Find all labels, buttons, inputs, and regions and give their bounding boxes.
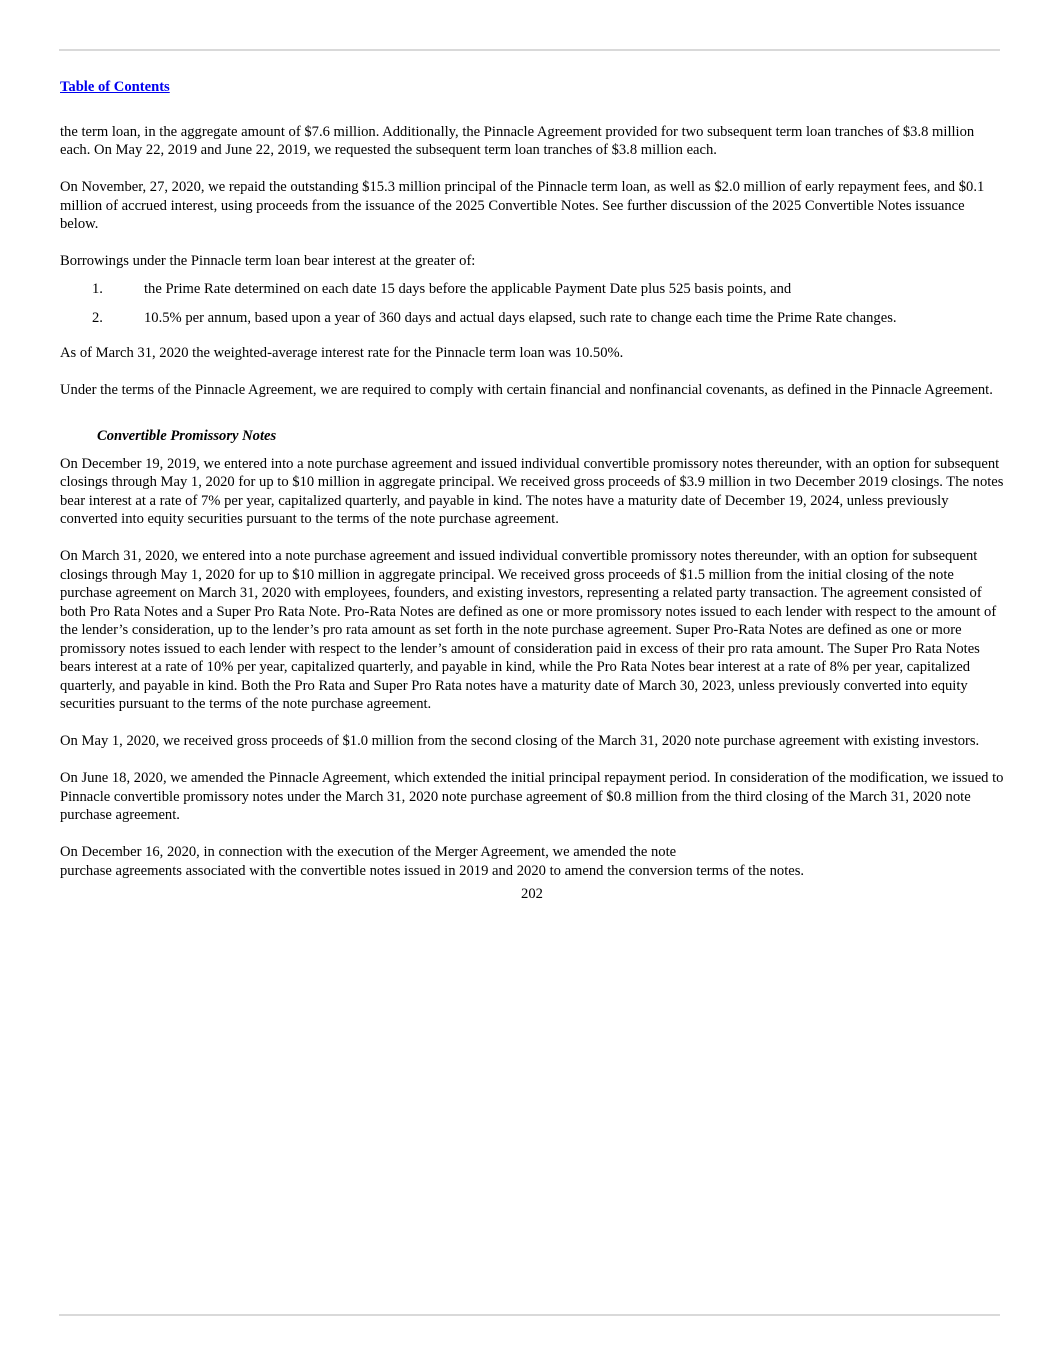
list-item — [60, 280, 1004, 299]
paragraph-march-2020: On March 31, 2020, we entered into a note purchase agreement and issued individual convertible promissory notes thereunder, with an option for subsequent closings through May 1, 2020 for up to $10 million in aggregate principal. We received gross proceeds of $1.5 million from the initial closing of the note purchase agreement on March 31, 2020 with employees, founders, and existing investors, representing a related party transaction. The agreement consisted of both Pro Rata Notes and a Super Pro Rata Note. Pro-Rata Notes are defined as one or more promissory notes issued to each lender with respect to the amount of the lender’s consideration, up to the lender’s pro rata amount as set forth in the note purchase agreement. Super Pro-Rata Notes are defined as one or more promissory notes issued to each lender with respect to the lender’s amount of consideration paid in excess of their pro rata amount. The Super Pro Rata Notes bears interest at a rate of 10% per year, capitalized quarterly, and payable in kind, while the Pro Rata Notes bear interest at a rate of 8% per year, capitalized quarterly, and payable in kind. Both the Pro Rata and Super Pro Rata notes have a maturity date of March 30, 2023, unless previously converted into equity securities pursuant to the terms of the note purchase agreement. — [60, 548, 997, 712]
list-item-number: 2. — [92, 310, 103, 326]
paragraph-interest-intro: Borrowings under the Pinnacle term loan bear interest at the greater of: — [60, 253, 476, 269]
paragraph-line: purchase agreements associated with the convertible notes issued in 2019 and 2020 to amend the conversion terms of the notes. — [60, 862, 805, 879]
paragraph-line: On December 16, 2020, in connection with the execution of the Merger Agreement, we amended the note — [60, 844, 677, 860]
table-of-contents-link[interactable]: Table of Contents — [60, 79, 170, 95]
paragraph-repayment: On November, 27, 2020, we repaid the outstanding $15.3 million principal of the Pinnacle term loan, as well as $2.0 million of early repayment fees, and $0.1 million of accrued interest, using proceeds from the issuance of the 2025 Convertible Notes. See further discussion of the 2025 Convertible Notes issuance below. — [60, 179, 985, 232]
paragraph-june-2020: On June 18, 2020, we amended the Pinnacle Agreement, which extended the initial principal repayment period. In consideration of the modification, we issued to Pinnacle convertible promissory notes under the March 31, 2020 note purchase agreement of $0.8 million from the third closing of the March 31, 2020 note purchase agreement. — [60, 770, 1004, 823]
paragraph-weighted-rate: As of March 31, 2020 the weighted-average interest rate for the Pinnacle term loan was 10.50%. — [60, 344, 624, 361]
paragraph-december-2019: On December 19, 2019, we entered into a note purchase agreement and issued individual convertible promissory notes thereunder, with an option for subsequent closings through May 1, 2020 for up to $10 million in aggregate principal. We received gross proceeds of $3.9 million in two December 2019 closings. The notes bear interest at a rate of 7% per year, capitalized quarterly, and payable in kind. The notes have a maturity date of December 19, 2024, unless previously converted into equity securities pursuant to the terms of the note purchase agreement. — [60, 455, 1004, 527]
bottom-divider — [59, 1314, 1000, 1316]
paragraph-may-2020: On May 1, 2020, we received gross proceeds of $1.0 million from the second closing of the March 31, 2020 note purchase agreement with existing investors. — [60, 733, 980, 749]
document-body — [60, 78, 1004, 904]
paragraph-covenants: Under the terms of the Pinnacle Agreement, we are required to comply with certain financial and nonfinancial covenants, as defined in the Pinnacle Agreement. — [60, 381, 993, 398]
paragraph-term-loan: the term loan, in the aggregate amount of $7.6 million. Additionally, the Pinnacle Agreement provided for two subsequent term loan tranches of $3.8 million each. On May 22, 2019 and June 22, 2019, we requested the subsequent term loan tranches of $3.8 million each. — [60, 123, 975, 158]
paragraph-december-2020 — [60, 843, 1004, 880]
list-item-text: 10.5% per annum, based upon a year of 360 days and actual days elapsed, such rate to change each time the Prime Rate changes. — [144, 310, 897, 326]
list-item-text: the Prime Rate determined on each date 15 days before the applicable Payment Date plus 525 basis points, and — [144, 281, 792, 297]
section-heading: Convertible Promissory Notes — [97, 428, 277, 444]
list-item — [60, 309, 1004, 328]
list-item-number: 1. — [92, 281, 103, 297]
interest-list — [60, 280, 1004, 328]
page-number: 202 — [521, 886, 543, 902]
top-divider — [59, 49, 1000, 51]
